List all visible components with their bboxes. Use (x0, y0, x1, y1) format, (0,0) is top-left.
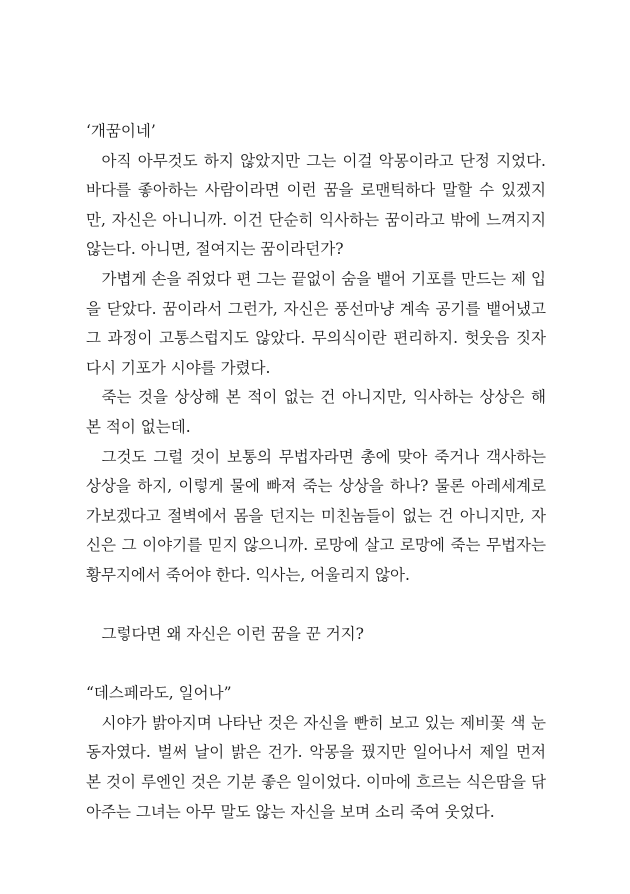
paragraph: 그렇다면 왜 자신은 이런 꿈을 꾼 거지? (101, 625, 364, 644)
dialogue-line: “데스페라도, 일어나” (86, 684, 232, 703)
dialogue-thought: ‘개꿈이네’ (86, 122, 156, 140)
paragraph: 그것도 그럴 것이 보통의 무법자라면 총에 맞아 죽거나 객사하는 상상을 하지, 이렇게 물에 빠져 죽는 상상을 하나? 물론 아레세계로 가보겠다고 절벽에서 몸을 던지는 미친놈들이 없는 건 아니지만, 자신은 그 이야기를 믿지 않으니까. 로망에 살고 로망에 죽는 무법자는 황무지에서 죽어야 한다. 익사는, 어울리지 않아. (86, 447, 546, 584)
section-gap (86, 591, 546, 621)
paragraph: 아직 아무것도 하지 않았지만 그는 이걸 악몽이라고 단정 지었다. 바다를 좋아하는 사람이라면 이런 꿈을 로맨틱하다 말할 수 있겠지만, 자신은 아니니까. 이건 단순히 익사하는 꿈이라고 밖에 느껴지지 않는다. 아니면, 절여지는 꿈이라던가? (86, 151, 546, 259)
paragraph: 죽는 것을 상상해 본 적이 없는 건 아니지만, 익사하는 상상은 해 본 적이 없는데. (86, 388, 546, 436)
paragraph: 가볍게 손을 쥐었다 편 그는 끝없이 숨을 뱉어 기포를 만드는 제 입을 닫았다. 꿈이라서 그런가, 자신은 풍선마냥 계속 공기를 뱉어냈고 그 과정이 고통스럽지도 않았다. 무의식이란 편리하지. 헛웃음 짓자 다시 기포가 시야를 가렸다. (86, 269, 546, 377)
paragraph: 시야가 밝아지며 나타난 것은 자신을 빤히 보고 있는 제비꽃 색 눈동자였다. 벌써 날이 밝은 건가. 악몽을 꿨지만 일어나서 제일 먼저 본 것이 루엔인 것은 기분 좋은 일이었다. 이마에 흐르는 식은땀을 닦아주는 그녀는 아무 말도 않는 자신을 보며 소리 죽여 웃었다. (86, 713, 546, 821)
section-gap (86, 650, 546, 680)
body-text (86, 117, 546, 827)
